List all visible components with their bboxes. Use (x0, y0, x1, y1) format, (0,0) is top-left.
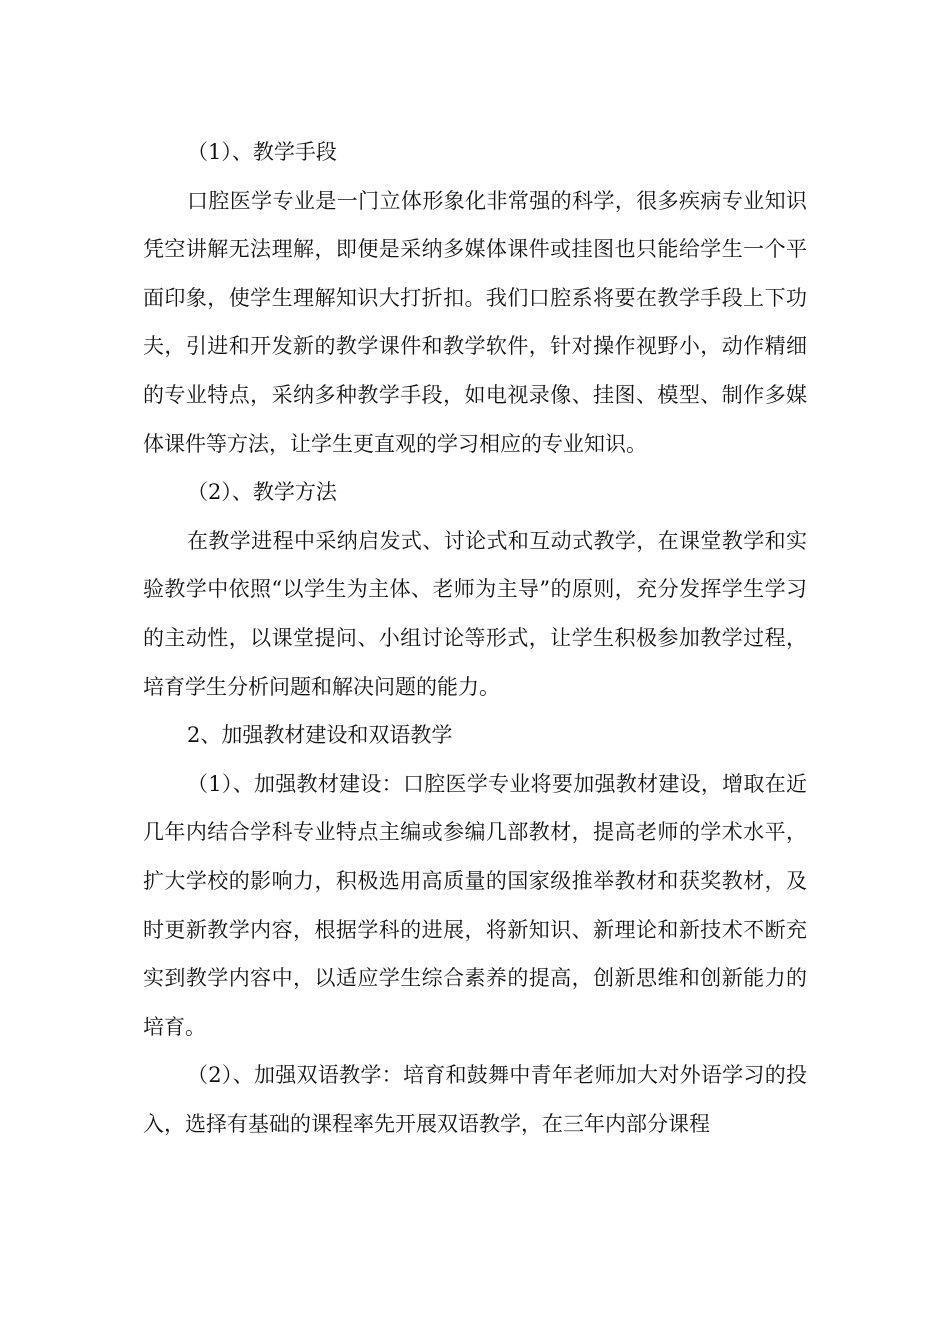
paragraph-textbook-construction: （1）、加强教材建设：口腔医学专业将要加强教材建设，增取在近几年内结合学科专业特点主编或参编几部教材，提高老师的学术水平，扩大学校的影响力，积极选用高质量的国家级推举教材和获奖教材，及时更新教学内容，根据学科的进展，将新知识、新理论和新技术不断充实到教学内容中，以适应学生综合素养的提高，创新思维和创新能力的培育。 (143, 771, 807, 1039)
paragraph-teaching-methods: 在教学进程中采纳启发式、讨论式和互动式教学，在课堂教学和实验教学中依照“以学生为主体、老师为主导”的原则，充分发挥学生学习的主动性，以课堂提问、小组讨论等形式，让学生积极参加教学过程，培育学生分析问题和解决问题的能力。 (143, 528, 807, 699)
paragraph-teaching-means: 口腔医学专业是一门立体形象化非常强的科学，很多疾病专业知识凭空讲解无法理解，即便是采纳多媒体课件或挂图也只能给学生一个平面印象，使学生理解知识大打折扣。我们口腔系将要在教学手段上下功夫，引进和开发新的教学课件和教学软件，针对操作视野小，动作精细的专业特点，采纳多种教学手段，如电视录像、挂图、模型、制作多媒体课件等方法，让学生更直观的学习相应的专业知识。 (143, 188, 807, 456)
section-heading-teaching-methods: （2）、教学方法 (187, 480, 337, 505)
paragraph-bilingual-teaching: （2）、加强双语教学：培育和鼓舞中青年老师加大对外语学习的投入，选择有基础的课程率先开展双语教学，在三年内部分课程 (143, 1063, 807, 1136)
section-heading-textbook-bilingual: 2、加强教材建设和双语教学 (187, 723, 453, 748)
document-body (143, 128, 807, 1148)
section-heading-teaching-means: （1）、教学手段 (187, 140, 337, 164)
